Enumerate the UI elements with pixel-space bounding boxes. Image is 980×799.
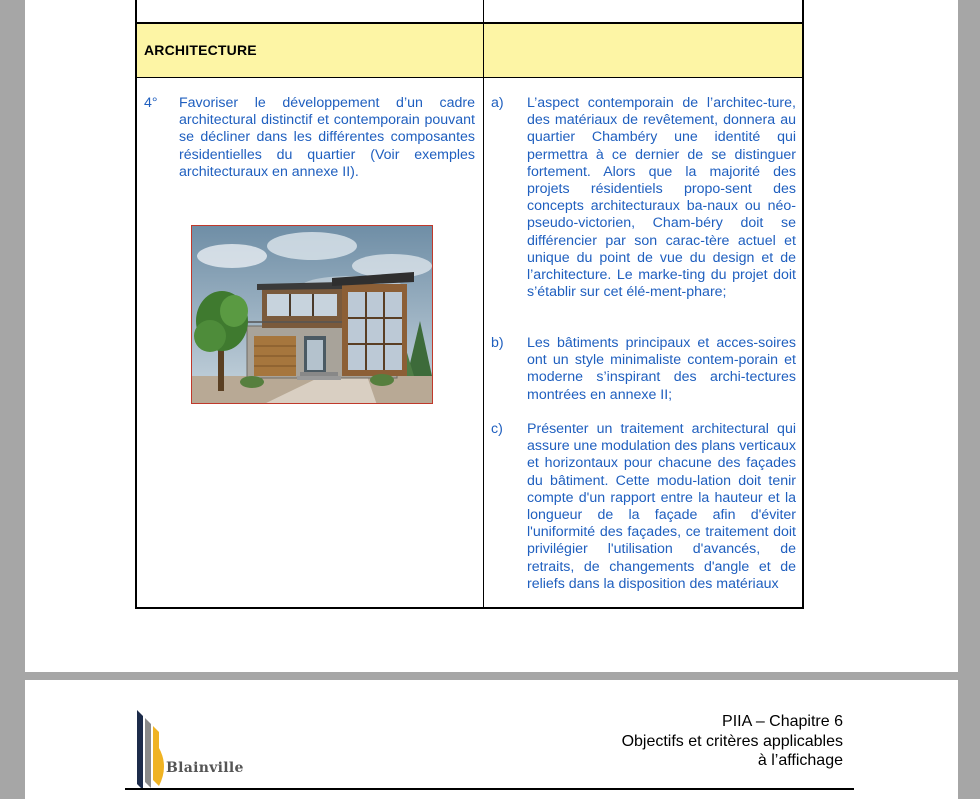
criterion-letter-a: a) [491, 95, 504, 111]
criteria-table [135, 0, 804, 609]
criterion-text-c: Présenter un traitement architectural qui assure une modulation des plans verticaux et horizontaux pour chacune des façades du bâtiment. Cette modu-lation doit tenir compte d'un rapport entre la hauteur et la longueur de la façade afin d'éviter l'uniformité des façades, ce traitement doit privilégier l'utilisation d'avancés, de retraits, de changements d'angle et de reliefs dans la disposition des matériaux [527, 421, 796, 592]
table-row-top [137, 0, 802, 24]
criterion-text-b: Les bâtiments principaux et acces-soires ont un style minimaliste contem-porain et moderne s’inspirant des archi-tectures montrées en annexe II; [527, 335, 796, 403]
house-illustration [191, 225, 433, 404]
objective-number: 4° [144, 95, 158, 111]
footer-line-2: Objectifs et critères applicables [621, 732, 843, 750]
footer-line-3: à l’affichage [757, 752, 843, 769]
objective-text: Favoriser le développement d’un cadre architectural distinctif et contemporain pouvant se décliner dans les différentes composantes résidentielles du quartier (Voir exemples architecturaux en annexe II). [179, 95, 475, 180]
footer-caption [622, 712, 843, 771]
section-header-row [137, 24, 802, 78]
criterion-letter-b: b) [491, 335, 504, 351]
logo-text: Blainville [166, 760, 244, 776]
document-page-footer [25, 680, 958, 799]
criterion-text-a: L’aspect contemporain de l’architec-ture, des matériaux de revêtement, donnera au quartier Chambéry une identité qui permettra à ce dernier de se distinguer fortement. Alors que la majorité des projets résidentiels propo-sent des concepts architecturaux ba-naux ou néo-pseudo-victorien, Cham-béry doit se différencier par son carac-tère actuel et unique du point de vue du design et de l’architecture. Le marke-ting du projet doit s’établir sur cet élé-ment-phare; [527, 95, 796, 301]
column-divider [483, 0, 484, 607]
footer-line-1: PIIA – Chapitre 6 [722, 713, 843, 730]
footer-rule [125, 788, 854, 790]
criterion-letter-c: c) [491, 421, 503, 437]
section-title: ARCHITECTURE [144, 42, 257, 58]
blainville-logo [135, 710, 275, 790]
document-page [25, 0, 958, 672]
